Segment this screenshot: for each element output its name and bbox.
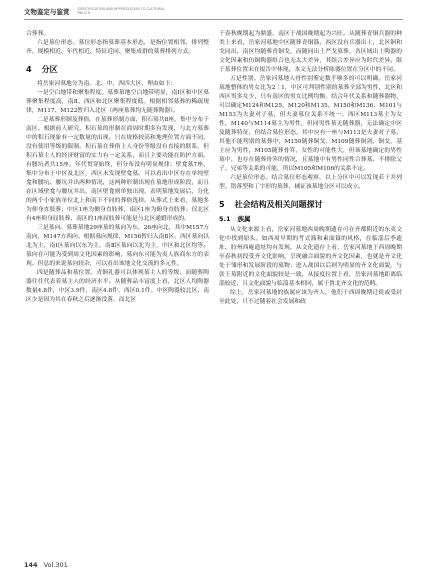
journal-header <box>0 0 427 22</box>
section-number: 5 <box>219 200 225 209</box>
section-title: 分区 <box>41 65 58 74</box>
left-column <box>26 30 209 305</box>
journal-title: 文物鉴定与鉴赏 <box>24 7 70 16</box>
right-column <box>219 30 402 307</box>
paragraph: 六是墓位形态。墓位形态指墓葬基本形态，是指位置相邻、排列整齐、规模相近、年代相近、特征近同、聚集成群的墓葬排列方式。 <box>26 40 209 55</box>
volume-number: Vol.301 <box>43 561 68 569</box>
paragraph: 综上，岳家河墓地的族属应该为齐人，他们于西周晚期迁徙或受封至此处，只不过随着社会发展和政 <box>219 290 402 305</box>
subsection-title: 族属 <box>237 215 251 223</box>
section-title: 社会结构及相关问题探讨 <box>234 200 323 209</box>
paragraph: 一是空白地带和聚集程度。墓葬墓地空白地带明显，南Ⅰ区和中区墓葬聚集程度高，南Ⅱ、西区和北区聚集程度低。根据相邻墓葬的稀疏规律，M117、M122暂归入北区（两座墓葬均无随葬陶器）。 <box>26 90 209 114</box>
paragraph: 合葬葬。 <box>26 31 50 37</box>
paragraph: 四是随葬品和墓位置。青铜礼器可以体现墓主人的等级，而随葬陶器往往代表着墓主人的经济水平。从随葬品丰富度上看，北区人均陶器数量4.8件，中区3.9件，南区4.8件，西区0.1件。中区陶器较北区、南区少是因为其在春秋之后逐渐没落，而北区 <box>26 270 209 303</box>
subsection-number: 5.1 <box>219 215 231 223</box>
page-footer <box>24 561 68 569</box>
journal-subtitle: IDENTIFICATION AND APPRECIATION TO CULTURAL RELICS <box>77 7 165 15</box>
paragraph: 二是墓葬形制及葬俗。在墓葬形制方面，积石墓共8座，集中分布于南区。根据前人研究，积石墓的形制在商周时期多有发现，与北方墓葬中的积石现象有一定数量的出现。只在规格较高和地理位置方面不同，没有使用等级的限制。积石墓在葬俗上人身份等级没有直接的联系，但积石墓主人的经济财富的实力有一定关系，而且主要功能在防护方面。有腰坑者共15座，年代贯穿始终，但分布没有明显规律；壁龛墓7座，集中分布于中区及北区，西区未发现壁龛墓。可以看出中区存在单纯壁龛和腰坑、腰坑并出两种情况，这两种形制出现在墓地形成阶段，而且在区域壁龛与腰坑并出，南区壁龛则单独出现，表明墓地发展后，分化的两个小家族单位北上和南下不同的葬俗选择。从葬式上来看，墓地多为仰身直肢葬；中区1座为侧身直肢葬，南区1座为俯身直肢葬；仅北区有4座仰身屈肢葬，南区的1座屈肢葬可能是与北区通婚形成的。 <box>26 117 209 222</box>
paragraph: 将岳家河墓地分为南、北、中、西四大区，理由如下： <box>37 81 177 87</box>
paragraph: 六是墓位形态。结合墓位形态观察，以上分区中可以发现若干并列型、错落型和丁字形的墓葬，辅证该墓地分区可以成立。 <box>219 175 402 190</box>
section-heading-4 <box>26 65 209 74</box>
section-number: 4 <box>26 65 32 74</box>
subsection-heading-5-1 <box>219 215 402 224</box>
paragraph: 三是墓向。墓葬墓地29座墓的墓向为东，26座向北，其中M157方南向，M147方西向。根据墓向规律，M156暂归入南Ⅱ区。西区墓向以北为主，南Ⅰ区墓向以东为主，南Ⅱ区墓向以北为主，中区和北区均等。墓向在可能为受到周文化因素的影响，墓向东可能为夷人族商东方的表现。但总的来说墓向较杂，可以看出该地文化交流的多元性。 <box>26 225 209 267</box>
header-rule <box>24 19 403 20</box>
page-number: 144 <box>24 561 38 569</box>
paragraph: 从文化来源上看，岳家河墓地西周晚期遗存可在齐都附近的东夷文化中找到原头。如西周早期的考式簋和素面簋的风格，在临淄后李遗址、胶州西庵遗址均有发现。从文化遗存上看，岳家河墓地于西周晚期至春秋初段受齐文化影响，呈现融合面貌的齐文化因素，也就是齐文化处于雏形和发展阶段的墓物；进入战国以后则为明显的齐文化面貌，与张王墓附近的文化面貌较是一致，从接度位置上看，岳家河墓地距离临淄较近，且文化面貌与临淄基本相同，属于鲁北齐文化的范畴。 <box>219 227 402 287</box>
section-heading-5 <box>219 200 402 209</box>
paragraph: 五是性别。岳家河墓地人骨性别鉴定数不够多的可以明确。岳家河墓地整体的男女比为2∶1，中区可判别性别的墓葬全部为男性，北区和西区男多女少，只有南区的男女比例均衡。结合年代关系和随葬器物，可以确定M124和M125、M120和M135、M150和M136、M101与M153为夫妻对子墓，但夫妻墓位关系不统一。西区M113墓主为女性，M140与M114墓主为男性，但同男性墓无随葬器，无法确定中区及随葬特征，但结合墓位形态，其中应有一座与M113是夫妻对子墓，其他不能判别的墓葬中，M150随葬铜戈、M109随葬铜剑、铜戈，基主应为男性，M105随葬骨笄，女性的可能性大，但该墓地确定的男性墓中，也存在随葬骨笄的情况，且墓地中有男性同性合葬墓，不排除父子、兄弟等关系的可能，所以M105和M106的关系不定。 <box>219 76 402 172</box>
paragraph: 于春秋晚期起为鼎盛，南区于战国晚期起为兴旺。从随葬青铜兵器的种类上来看，岳家河墓地中区随葬青铜簋、西区没有兵器出土，北区铜和戈同出，南区均随葬青铜戈。而随同出土严戈墓葬，各区域出土陶器的文化因素和仿铜陶器组合也无太大差异，其组合差异应为时代差异。限于墓葬位置未在报告中体现，本文无法分析陈器位置在分区中的不同。 <box>219 31 402 73</box>
